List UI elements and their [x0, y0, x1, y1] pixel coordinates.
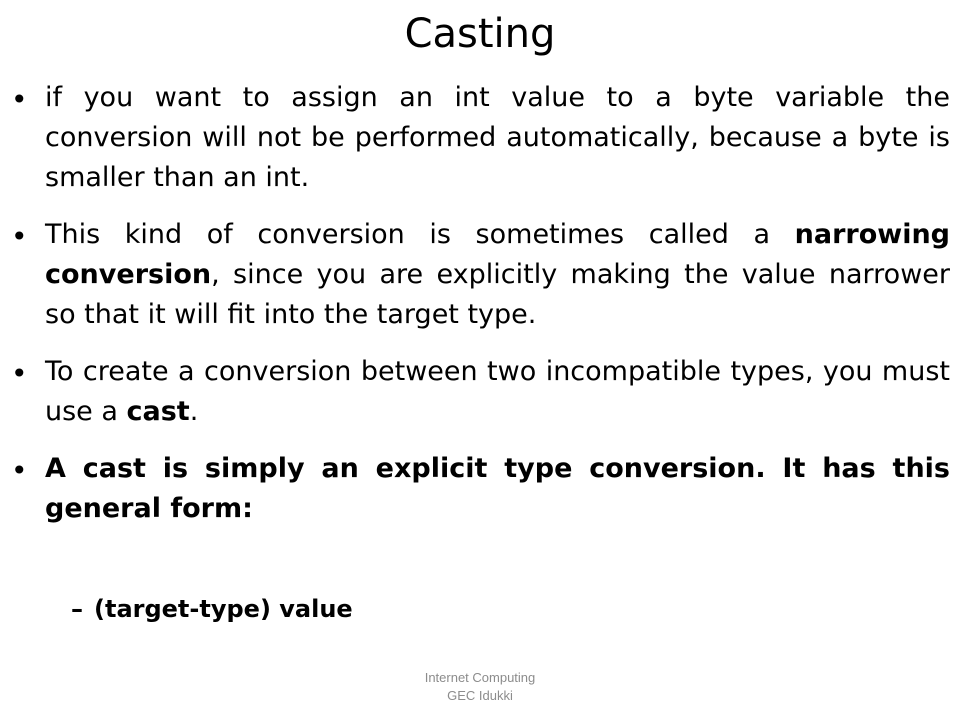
bullet-text: [45, 352, 950, 432]
bullet-text-bold: A cast is simply an explicit type conversion. It has this general form:: [45, 453, 950, 524]
sub-bullet: [71, 592, 353, 626]
bullet-text-run: .: [189, 396, 199, 427]
bullet-text: [45, 78, 950, 198]
bullet-list: [0, 78, 960, 546]
bullet-dot-icon: •: [11, 357, 28, 390]
bullet-text-run: if you want to assign an int value to a byte variable the conversion will not be performed automatically, because a byte is smaller than an int.: [45, 82, 950, 193]
bullet-item: [0, 215, 960, 335]
bullet-item: [0, 352, 960, 432]
bullet-text: [45, 215, 950, 335]
slide-footer: [380, 669, 580, 705]
bullet-dot-icon: •: [11, 220, 28, 253]
bullet-text-bold: narrowing conversion: [45, 219, 950, 290]
bullet-text-bold: cast: [126, 396, 190, 427]
bullet-text: [45, 449, 950, 529]
footer-line-course: Internet Computing: [424, 670, 536, 685]
bullet-text-run: This kind of conversion is sometimes called a: [45, 219, 795, 250]
bullet-text-run: , since you are explicitly making the value narrower so that it will fit into the target type.: [45, 259, 950, 330]
bullet-item: [0, 449, 960, 529]
bullet-dot-icon: •: [11, 83, 28, 116]
bullet-text-run: To create a conversion between two incompatible types, you must use a: [45, 356, 950, 427]
dash-bullet-marker: –: [71, 595, 83, 623]
sub-bullet-text: (target-type) value: [94, 595, 353, 623]
bullet-item: [0, 78, 960, 198]
bullet-dot-icon: •: [11, 454, 28, 487]
slide-title: Casting: [404, 11, 556, 57]
footer-line-institution: GEC Idukki: [447, 688, 513, 703]
